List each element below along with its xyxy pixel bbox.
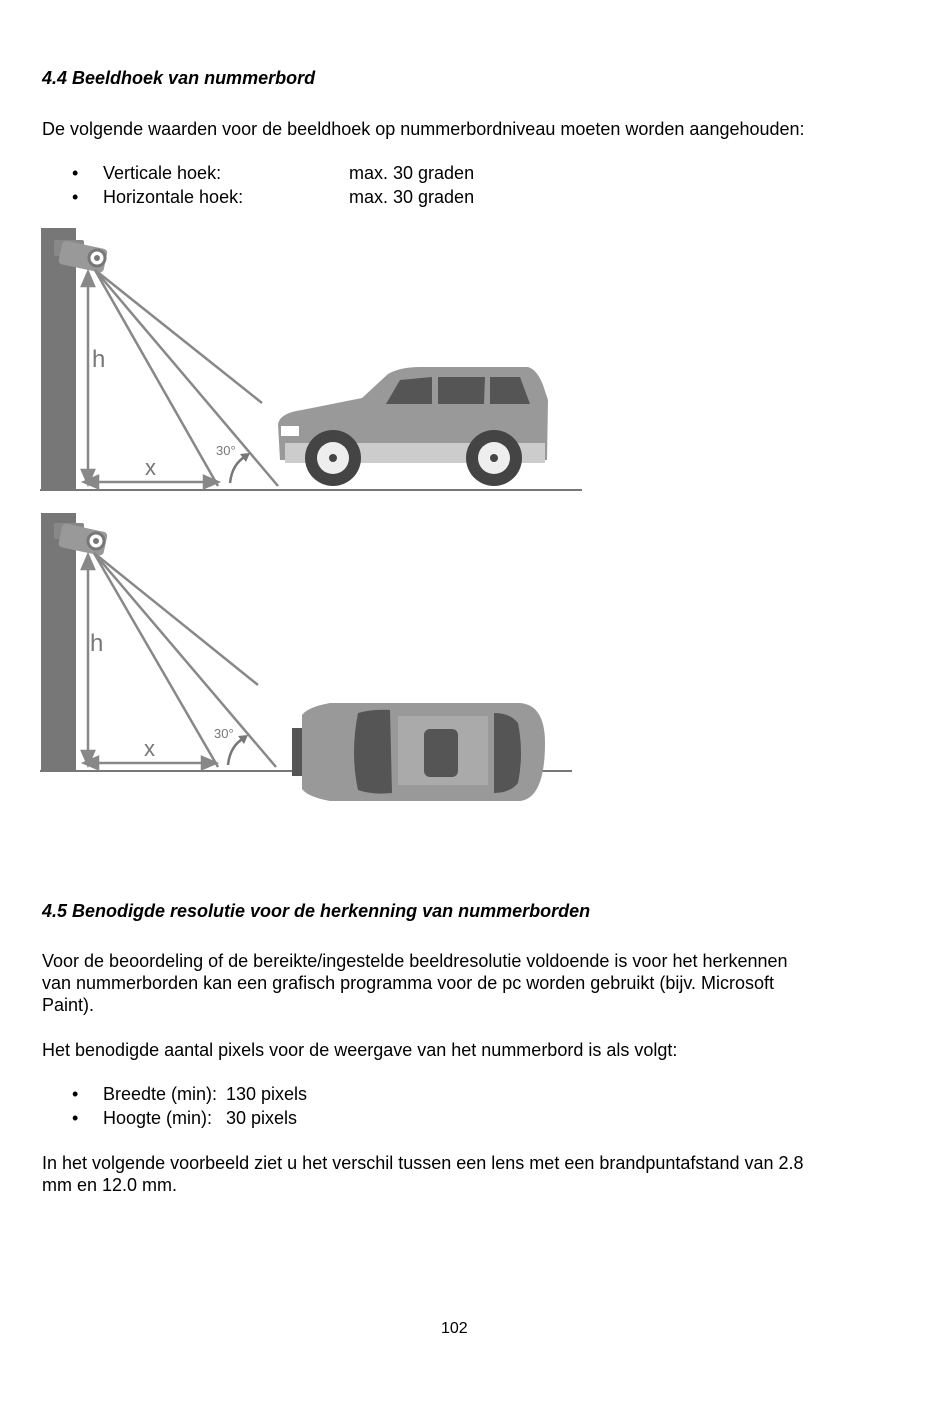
paragraph: Het benodigde aantal pixels voor de weergave van het nummerbord is als volgt: (42, 1040, 678, 1060)
list-item-value: max. 30 graden (349, 187, 475, 207)
car-top-image (292, 703, 545, 801)
view-lines (94, 553, 276, 767)
list-item-value: 130 pixels (226, 1084, 308, 1104)
list-item-label: Hoogte (min): (103, 1108, 213, 1128)
view-lines (95, 270, 278, 486)
bullet-icon: • (72, 187, 79, 207)
bullet-icon: • (72, 1108, 79, 1128)
list-item-label: Horizontale hoek: (103, 187, 244, 207)
section-44-title: 4.4 Beeldhoek van nummerbord (42, 68, 316, 88)
section-45-title: 4.5 Benodigde resolutie voor de herkenning van nummerborden (42, 901, 591, 921)
paragraph-line: Voor de beoordeling of de bereikte/ingestelde beeldresolutie voldoende is voor het herkennen (42, 951, 788, 971)
car-side-image (278, 367, 548, 486)
list-item-label: Verticale hoek: (103, 163, 222, 183)
angle-arc (228, 738, 244, 765)
angle-arc (230, 456, 246, 483)
list-item-value: 30 pixels (226, 1108, 298, 1128)
angle-label: 30° (214, 726, 234, 741)
paragraph-line: mm en 12.0 mm. (42, 1175, 178, 1195)
section-44-intro: De volgende waarden voor de beeldhoek op nummerbordniveau moeten worden aangehouden: (42, 119, 805, 139)
list-item-value: max. 30 graden (349, 163, 475, 183)
x-label: x (145, 455, 156, 480)
angle-label: 30° (216, 443, 236, 458)
h-label: h (92, 346, 106, 373)
bullet-icon: • (72, 163, 79, 183)
paragraph-line: van nummerborden kan een grafisch programma voor de pc worden gebruikt (bijv. Microsoft (42, 973, 775, 993)
height-arrow (82, 555, 94, 765)
page-number: 102 (441, 1320, 468, 1337)
wall (41, 228, 76, 490)
list-item-label: Breedte (min): (103, 1084, 218, 1104)
side-view-diagram (40, 228, 585, 496)
paragraph-line: In het volgende voorbeeld ziet u het verschil tussen een lens met een brandpuntafstand van 2.8 (42, 1153, 804, 1173)
bullet-icon: • (72, 1084, 79, 1104)
paragraph-line: Paint). (42, 995, 95, 1015)
height-arrow (82, 272, 94, 484)
h-label: h (90, 630, 104, 657)
top-view-diagram (40, 513, 585, 813)
wall (41, 513, 76, 772)
x-label: x (144, 736, 155, 761)
